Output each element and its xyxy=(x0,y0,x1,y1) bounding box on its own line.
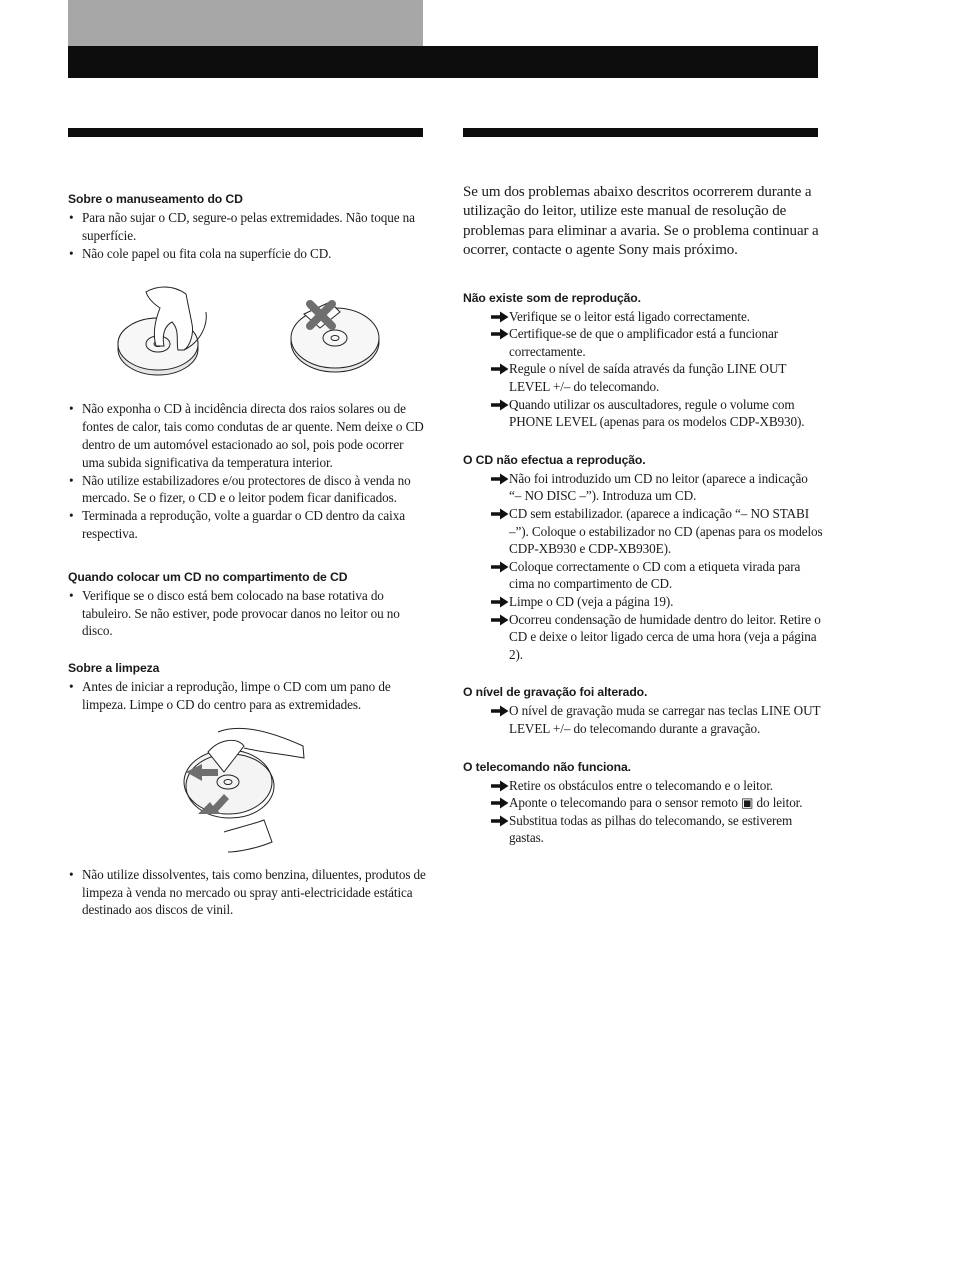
list-item xyxy=(463,593,823,611)
list-item xyxy=(463,470,823,505)
solution-text: Verifique se o leitor está ligado correctamente. xyxy=(509,308,750,324)
right-column xyxy=(463,183,823,847)
arrow-icon xyxy=(491,815,509,827)
loading-list xyxy=(68,587,428,640)
left-section-rule xyxy=(68,128,423,137)
arrow-icon xyxy=(491,614,509,626)
list-item: • Verifique se o disco está bem colocado na base rotativa do tabuleiro. Se não estiver, pode provocar danos no leitor ou no disco. xyxy=(68,587,428,640)
solution-text: Coloque correctamente o CD com a etiqueta virada para cima no compartimento de CD. xyxy=(509,558,801,592)
cleaning-list xyxy=(68,678,428,714)
arrow-icon xyxy=(491,399,509,411)
list-item: • Não cole papel ou fita cola na superfície do CD. xyxy=(68,245,428,263)
arrow-icon xyxy=(491,561,509,573)
solution-list xyxy=(463,470,823,664)
problem-heading: Não existe som de reprodução. xyxy=(463,290,641,305)
solution-list xyxy=(463,777,823,847)
solution-text: O nível de gravação muda se carregar nas teclas LINE OUT LEVEL +/– do telecomando durante a gravação. xyxy=(509,703,821,736)
solution-text: Quando utilizar os auscultadores, regule o volume com PHONE LEVEL (apenas para os modelos CDP-XB930). xyxy=(509,396,805,430)
list-item xyxy=(463,308,823,326)
arrow-icon xyxy=(491,363,509,375)
cleaning-heading: Sobre a limpeza xyxy=(68,661,160,676)
list-item: • Antes de iniciar a reprodução, limpe o CD com um pano de limpeza. Limpe o CD do centro para as extremidades. xyxy=(68,678,428,714)
list-item xyxy=(463,611,823,664)
solution-text: Retire os obstáculos entre o telecomando e o leitor. xyxy=(509,777,773,793)
list-item: • Terminada a reprodução, volte a guardar o CD dentro da caixa respectiva. xyxy=(68,507,428,543)
troubleshooting-intro: Se um dos problemas abaixo descritos ocorrerem durante a utilização do leitor, utilize este manual de resolução de problemas para eliminar a avaria. Se o problema continuar a ocorrer, contacte o agente Sony mais próximo. xyxy=(463,184,819,259)
arrow-icon xyxy=(491,596,509,608)
list-item xyxy=(463,505,823,558)
solution-text: CD sem estabilizador. (aparece a indicação “– NO STABI –”). Coloque o estabilizador no CD (apenas para os modelos CDP-XB930 e CDP-XB930E). xyxy=(509,505,823,557)
solution-list xyxy=(463,702,823,737)
list-item xyxy=(463,558,823,593)
arrow-icon xyxy=(491,328,509,340)
arrow-icon xyxy=(491,508,509,520)
handling-section xyxy=(68,191,428,262)
arrow-icon xyxy=(491,311,509,323)
problem-heading: O CD não efectua a reprodução. xyxy=(463,452,646,467)
solution-text: Aponte o telecomando para o sensor remoto ▣ do leitor. xyxy=(509,795,803,811)
problem-section xyxy=(463,290,823,431)
cd-cleaning-illustration xyxy=(68,724,428,854)
solution-text: Limpe o CD (veja a página 19). xyxy=(509,593,674,609)
header-black-bar xyxy=(68,46,818,78)
right-section-rule xyxy=(463,128,818,137)
header-gray-tab xyxy=(68,0,423,47)
list-item: • Não exponha o CD à incidência directa dos raios solares ou de fontes de calor, tais como condutas de ar quente. Nem deixe o CD dentro de um automóvel estacionado ao sol, pois pode ocorrer uma subida significativa da temperatura interior. xyxy=(68,400,428,471)
list-item: • Para não sujar o CD, segure-o pelas extremidades. Não toque na superfície. xyxy=(68,209,428,245)
solution-text: Ocorreu condensação de humidade dentro do leitor. Retire o CD e deixe o leitor ligado cerca de uma hora (veja a página 2). xyxy=(509,611,821,662)
solution-text: Certifique-se de que o amplificador está a funcionar correctamente. xyxy=(509,326,779,359)
list-item xyxy=(463,325,823,360)
problem-section xyxy=(463,452,823,664)
storage-list xyxy=(68,400,428,542)
solution-text: Substitua todas as pilhas do telecomando, se estiverem gastas. xyxy=(509,812,793,846)
list-item xyxy=(463,812,823,847)
arrow-icon xyxy=(491,780,509,792)
cd-hold-illustration xyxy=(68,284,428,384)
problem-section xyxy=(463,759,823,847)
problem-heading: O telecomando não funciona. xyxy=(463,759,631,774)
cd-handling-illustration xyxy=(68,284,428,384)
solvent-section xyxy=(68,866,428,919)
list-item xyxy=(463,794,823,812)
arrow-icon xyxy=(491,473,509,485)
list-item xyxy=(463,360,823,395)
loading-section xyxy=(68,569,428,640)
storage-section xyxy=(68,400,428,542)
arrow-icon xyxy=(491,705,509,717)
solution-list xyxy=(463,308,823,431)
solution-text: Regule o nível de saída através da função LINE OUT LEVEL +/– do telecomando. xyxy=(509,361,787,394)
problem-list xyxy=(463,290,823,847)
problem-heading: O nível de gravação foi alterado. xyxy=(463,685,648,700)
list-item: • Não utilize dissolventes, tais como benzina, diluentes, produtos de limpeza à venda no mercado ou spray anti-electricidade estática destinado aos discos de vinil. xyxy=(68,866,428,919)
handling-heading: Sobre o manuseamento do CD xyxy=(68,192,243,206)
cleaning-section xyxy=(68,660,428,714)
list-item xyxy=(463,396,823,431)
list-item xyxy=(463,702,823,737)
problem-section xyxy=(463,684,823,737)
solvent-list xyxy=(68,866,428,919)
list-item: • Não utilize estabilizadores e/ou protectores de disco à venda no mercado. Se o fizer, o CD e o leitor podem ficar danificados. xyxy=(68,472,428,508)
arrow-icon xyxy=(491,797,509,809)
handling-list xyxy=(68,209,428,262)
left-column xyxy=(68,191,428,919)
loading-heading: Quando colocar um CD no compartimento de CD xyxy=(68,569,348,584)
solution-text: Não foi introduzido um CD no leitor (aparece a indicação “– NO DISC –”). Introduza um CD. xyxy=(509,470,808,504)
cd-wipe-illustration xyxy=(68,724,428,854)
list-item xyxy=(463,777,823,795)
